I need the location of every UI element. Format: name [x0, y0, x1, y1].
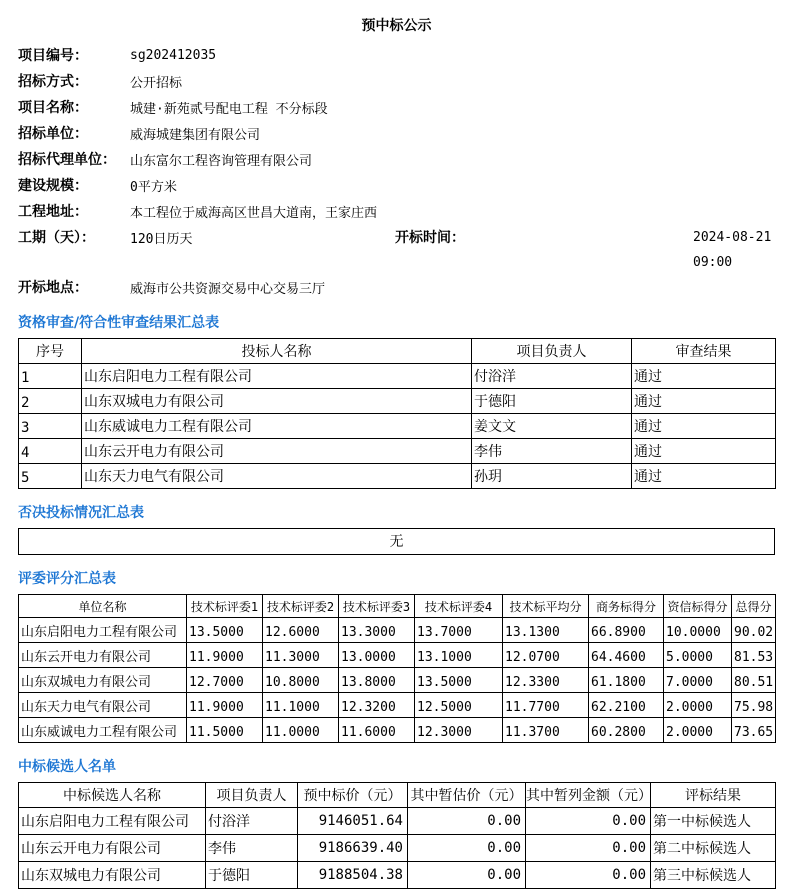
header-cell: 技术标评委1	[187, 595, 263, 618]
table-header-row	[19, 339, 776, 364]
field-row-tenderer	[18, 120, 775, 146]
table-cell: 山东双城电力有限公司	[19, 862, 206, 889]
field-label: 招标方式：	[18, 74, 88, 90]
table-cell: 90.02	[732, 618, 776, 643]
table-cell: 1	[19, 364, 82, 389]
duration-label: 工期（天）：	[18, 230, 95, 246]
table-cell: 山东天力电气有限公司	[19, 693, 187, 718]
table-cell: 0.00	[408, 862, 526, 889]
table-cell: 4	[19, 439, 82, 464]
table-cell: 12.3000	[415, 718, 503, 743]
table-header-row	[19, 783, 776, 808]
place-value: 威海市公共资源交易中心交易三厅	[130, 281, 326, 297]
table-cell: 12.0700	[503, 643, 589, 668]
section-title-qualification: 资格审查/符合性审查结果汇总表	[18, 315, 220, 331]
field-label: 工程地址：	[18, 204, 88, 220]
table-cell: 11.9000	[187, 643, 263, 668]
table-cell: 山东启阳电力工程有限公司	[82, 364, 472, 389]
table-cell: 山东天力电气有限公司	[82, 464, 472, 489]
field-row-address	[18, 198, 775, 224]
table-cell: 0.00	[526, 808, 651, 835]
table-cell: 3	[19, 414, 82, 439]
table-cell: 61.1800	[589, 668, 664, 693]
header-cell: 总得分	[732, 595, 776, 618]
table-cell: 0.00	[526, 862, 651, 889]
table-cell: 12.3200	[339, 693, 415, 718]
field-value: sg202412035	[130, 47, 217, 63]
qualification-table	[18, 338, 776, 489]
table-cell: 10.8000	[263, 668, 339, 693]
header-cell: 商务标得分	[589, 595, 664, 618]
table-cell: 11.0000	[263, 718, 339, 743]
duration-value: 120日历天	[130, 231, 193, 247]
header-cell: 评标结果	[651, 783, 776, 808]
table-cell: 于德阳	[472, 389, 632, 414]
table-cell: 12.3300	[503, 668, 589, 693]
header-cell: 项目负责人	[206, 783, 298, 808]
table-cell: 11.1000	[263, 693, 339, 718]
table-cell: 10.0000	[664, 618, 732, 643]
table-row	[19, 464, 776, 489]
field-value: 威海城建集团有限公司	[130, 127, 261, 143]
table-cell: 山东威诚电力工程有限公司	[19, 718, 187, 743]
table-row	[19, 618, 776, 643]
table-cell: 0.00	[526, 835, 651, 862]
table-cell: 5.0000	[664, 643, 732, 668]
bid-opening-time-row	[18, 250, 775, 274]
header-cell: 中标候选人名称	[19, 783, 206, 808]
table-cell: 第一中标候选人	[651, 808, 776, 835]
table-cell: 11.5000	[187, 718, 263, 743]
table-cell: 山东启阳电力工程有限公司	[19, 808, 206, 835]
project-info	[18, 42, 775, 300]
table-row	[19, 808, 776, 835]
header-cell: 技术标平均分	[503, 595, 589, 618]
field-row-scale	[18, 172, 775, 198]
table-cell: 山东启阳电力工程有限公司	[19, 618, 187, 643]
table-cell: 64.4600	[589, 643, 664, 668]
table-row	[19, 718, 776, 743]
field-value: 本工程位于威海高区世昌大道南，王家庄西	[130, 205, 378, 221]
place-label: 开标地点：	[18, 280, 88, 296]
section-title-rejected: 否决投标情况汇总表	[18, 505, 144, 521]
table-cell: 13.8000	[339, 668, 415, 693]
candidates-table	[18, 782, 776, 889]
field-row-duration-and-opening	[18, 224, 775, 250]
section-title-candidates: 中标候选人名单	[18, 759, 116, 775]
table-cell: 0.00	[408, 808, 526, 835]
table-cell: 通过	[632, 389, 776, 414]
table-cell: 山东云开电力有限公司	[82, 439, 472, 464]
header-cell: 资信标得分	[664, 595, 732, 618]
table-cell: 11.7700	[503, 693, 589, 718]
table-cell: 于德阳	[206, 862, 298, 889]
header-cell: 技术标评委4	[415, 595, 503, 618]
header-cell: 技术标评委2	[263, 595, 339, 618]
table-cell: 12.7000	[187, 668, 263, 693]
table-cell: 山东双城电力有限公司	[82, 389, 472, 414]
table-cell: 2.0000	[664, 718, 732, 743]
bid-opening-date: 2024-08-21	[693, 229, 772, 245]
field-label: 项目编号：	[18, 48, 88, 64]
field-value: 山东富尔工程咨询管理有限公司	[130, 153, 313, 169]
table-cell: 9186639.40	[298, 835, 408, 862]
table-cell: 13.5000	[187, 618, 263, 643]
table-row	[19, 414, 776, 439]
table-cell: 通过	[632, 414, 776, 439]
header-cell: 其中暂估价（元）	[408, 783, 526, 808]
table-cell: 0.00	[408, 835, 526, 862]
field-row-project-name	[18, 94, 775, 120]
table-row	[19, 835, 776, 862]
table-cell: 12.6000	[263, 618, 339, 643]
table-cell: 75.98	[732, 693, 776, 718]
table-cell: 山东威诚电力工程有限公司	[82, 414, 472, 439]
header-cell: 审查结果	[632, 339, 776, 364]
table-cell: 73.65	[732, 718, 776, 743]
table-row	[19, 364, 776, 389]
table-row	[19, 862, 776, 889]
table-cell: 81.53	[732, 643, 776, 668]
table-cell: 11.3700	[503, 718, 589, 743]
table-row	[19, 439, 776, 464]
table-cell: 姜文文	[472, 414, 632, 439]
table-cell: 13.1300	[503, 618, 589, 643]
header-cell: 项目负责人	[472, 339, 632, 364]
table-row	[19, 389, 776, 414]
table-cell: 通过	[632, 364, 776, 389]
table-cell: 80.51	[732, 668, 776, 693]
header-cell: 其中暂列金额（元）	[526, 783, 651, 808]
header-cell: 投标人名称	[82, 339, 472, 364]
table-cell: 9188504.38	[298, 862, 408, 889]
field-row-bid-method	[18, 68, 775, 94]
table-cell: 2.0000	[664, 693, 732, 718]
section-title-scores: 评委评分汇总表	[18, 571, 116, 587]
table-row	[19, 693, 776, 718]
table-cell: 12.5000	[415, 693, 503, 718]
field-label: 建设规模：	[18, 178, 88, 194]
field-value: 公开招标	[130, 75, 183, 91]
table-cell: 付浴洋	[206, 808, 298, 835]
table-cell: 山东云开电力有限公司	[19, 835, 206, 862]
table-cell: 13.0000	[339, 643, 415, 668]
table-cell: 2	[19, 389, 82, 414]
table-cell: 第二中标候选人	[651, 835, 776, 862]
field-label: 招标代理单位：	[18, 152, 116, 168]
table-header-row	[19, 595, 776, 618]
table-cell: 13.1000	[415, 643, 503, 668]
table-cell: 第三中标候选人	[651, 862, 776, 889]
table-cell: 11.3000	[263, 643, 339, 668]
table-cell: 通过	[632, 439, 776, 464]
table-cell: 孙玥	[472, 464, 632, 489]
rejected-bids-box: 无	[18, 528, 775, 555]
table-cell: 13.3000	[339, 618, 415, 643]
table-cell: 11.6000	[339, 718, 415, 743]
table-row	[19, 668, 776, 693]
table-cell: 13.7000	[415, 618, 503, 643]
table-cell: 9146051.64	[298, 808, 408, 835]
page-title: 预中标公示	[361, 18, 432, 34]
table-cell: 7.0000	[664, 668, 732, 693]
field-row-agency	[18, 146, 775, 172]
field-value: 城建·新苑贰号配电工程 不分标段	[130, 101, 328, 117]
field-row-place	[18, 274, 775, 300]
field-label: 项目名称：	[18, 100, 88, 116]
field-value: 0平方米	[130, 179, 177, 195]
bid-opening-time: 09:00	[693, 254, 733, 270]
table-cell: 山东云开电力有限公司	[19, 643, 187, 668]
table-cell: 5	[19, 464, 82, 489]
table-cell: 13.5000	[415, 668, 503, 693]
table-cell: 11.9000	[187, 693, 263, 718]
table-cell: 66.8900	[589, 618, 664, 643]
table-cell: 山东双城电力有限公司	[19, 668, 187, 693]
table-row	[19, 643, 776, 668]
scores-table	[18, 594, 776, 743]
bid-opening-time-label: 开标时间：	[395, 230, 465, 246]
table-cell: 通过	[632, 464, 776, 489]
header-cell: 预中标价（元）	[298, 783, 408, 808]
field-label: 招标单位：	[18, 126, 88, 142]
table-cell: 62.2100	[589, 693, 664, 718]
table-cell: 李伟	[472, 439, 632, 464]
table-cell: 李伟	[206, 835, 298, 862]
header-cell: 序号	[19, 339, 82, 364]
field-row-project-number	[18, 42, 775, 68]
table-cell: 60.2800	[589, 718, 664, 743]
header-cell: 技术标评委3	[339, 595, 415, 618]
table-cell: 付浴洋	[472, 364, 632, 389]
header-cell: 单位名称	[19, 595, 187, 618]
